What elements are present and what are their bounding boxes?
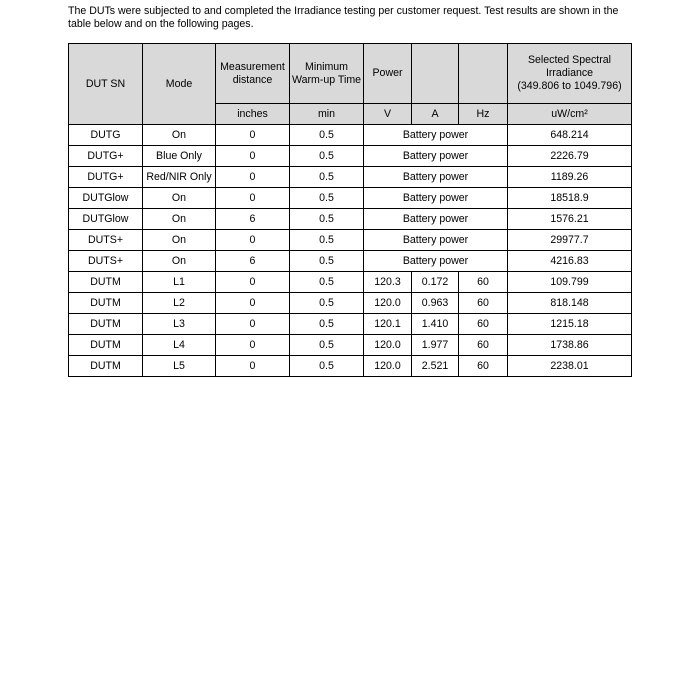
cell-irradiance: 818.148 [508, 293, 632, 314]
cell-distance: 0 [216, 167, 290, 188]
cell-mode: L3 [143, 314, 216, 335]
header-power: Power [364, 44, 412, 104]
cell-mode: On [143, 209, 216, 230]
header-dut-sn: DUT SN [69, 44, 143, 125]
cell-sn: DUTG [69, 125, 143, 146]
cell-frequency: 60 [459, 335, 508, 356]
header-power-a-blank [412, 44, 459, 104]
unit-distance: inches [216, 104, 290, 125]
cell-sn: DUTM [69, 314, 143, 335]
header-irradiance [508, 44, 632, 104]
cell-warmup: 0.5 [290, 251, 364, 272]
cell-sn: DUTM [69, 272, 143, 293]
cell-irradiance: 1738.86 [508, 335, 632, 356]
cell-power: Battery power [364, 251, 508, 272]
header-warmup: Minimum Warm-up Time [290, 44, 364, 104]
table-row [69, 146, 632, 167]
cell-sn: DUTM [69, 293, 143, 314]
cell-voltage: 120.1 [364, 314, 412, 335]
cell-distance: 0 [216, 356, 290, 377]
unit-v: V [364, 104, 412, 125]
cell-mode: On [143, 251, 216, 272]
header-irradiance-line1: Selected Spectral [527, 54, 612, 66]
cell-voltage: 120.0 [364, 335, 412, 356]
table-row [69, 188, 632, 209]
cell-frequency: 60 [459, 314, 508, 335]
cell-mode: L2 [143, 293, 216, 314]
cell-sn: DUTM [69, 335, 143, 356]
cell-power: Battery power [364, 209, 508, 230]
cell-warmup: 0.5 [290, 314, 364, 335]
cell-warmup: 0.5 [290, 272, 364, 293]
cell-distance: 6 [216, 251, 290, 272]
cell-distance: 0 [216, 188, 290, 209]
header-irradiance-line3: (349.806 to 1049.796) [517, 80, 622, 92]
cell-sn: DUTGlow [69, 209, 143, 230]
table-row [69, 251, 632, 272]
cell-irradiance: 2226.79 [508, 146, 632, 167]
cell-frequency: 60 [459, 356, 508, 377]
cell-current: 0.172 [412, 272, 459, 293]
cell-voltage: 120.0 [364, 293, 412, 314]
cell-irradiance: 1215.18 [508, 314, 632, 335]
cell-warmup: 0.5 [290, 356, 364, 377]
cell-irradiance: 109.799 [508, 272, 632, 293]
cell-mode: L4 [143, 335, 216, 356]
cell-sn: DUTG+ [69, 167, 143, 188]
table-row [69, 356, 632, 377]
cell-distance: 0 [216, 335, 290, 356]
header-row [69, 44, 632, 104]
cell-power: Battery power [364, 125, 508, 146]
cell-warmup: 0.5 [290, 167, 364, 188]
cell-distance: 0 [216, 230, 290, 251]
intro-paragraph: The DUTs were subjected to and completed the Irradiance testing per customer request. Test results are shown in the table below and on the following pages. [68, 5, 619, 30]
header-irradiance-line2: Irradiance [545, 67, 594, 79]
cell-frequency: 60 [459, 293, 508, 314]
unit-irradiance: uW/cm² [508, 104, 632, 125]
cell-mode: L1 [143, 272, 216, 293]
cell-voltage: 120.0 [364, 356, 412, 377]
table-row [69, 125, 632, 146]
cell-distance: 0 [216, 293, 290, 314]
cell-current: 1.977 [412, 335, 459, 356]
header-power-hz-blank [459, 44, 508, 104]
cell-irradiance: 18518.9 [508, 188, 632, 209]
cell-distance: 0 [216, 314, 290, 335]
unit-a: A [412, 104, 459, 125]
cell-irradiance: 1189.26 [508, 167, 632, 188]
cell-sn: DUTS+ [69, 251, 143, 272]
cell-sn: DUTM [69, 356, 143, 377]
table-row [69, 167, 632, 188]
cell-irradiance: 2238.01 [508, 356, 632, 377]
cell-warmup: 0.5 [290, 146, 364, 167]
cell-current: 0.963 [412, 293, 459, 314]
cell-warmup: 0.5 [290, 230, 364, 251]
irradiance-results-table [68, 43, 632, 377]
header-distance: Measurement distance [216, 44, 290, 104]
header-mode: Mode [143, 44, 216, 125]
cell-warmup: 0.5 [290, 125, 364, 146]
cell-power: Battery power [364, 167, 508, 188]
cell-distance: 0 [216, 125, 290, 146]
cell-mode: Red/NIR Only [143, 167, 216, 188]
cell-mode: On [143, 188, 216, 209]
table-row [69, 230, 632, 251]
table-row [69, 314, 632, 335]
cell-mode: On [143, 230, 216, 251]
cell-irradiance: 1576.21 [508, 209, 632, 230]
cell-sn: DUTG+ [69, 146, 143, 167]
table-row [69, 335, 632, 356]
cell-warmup: 0.5 [290, 209, 364, 230]
cell-irradiance: 29977.7 [508, 230, 632, 251]
cell-power: Battery power [364, 146, 508, 167]
cell-distance: 0 [216, 146, 290, 167]
cell-mode: On [143, 125, 216, 146]
unit-hz: Hz [459, 104, 508, 125]
table-row [69, 209, 632, 230]
cell-distance: 0 [216, 272, 290, 293]
cell-voltage: 120.3 [364, 272, 412, 293]
cell-frequency: 60 [459, 272, 508, 293]
cell-warmup: 0.5 [290, 293, 364, 314]
cell-power: Battery power [364, 188, 508, 209]
cell-current: 2.521 [412, 356, 459, 377]
cell-sn: DUTS+ [69, 230, 143, 251]
cell-irradiance: 648.214 [508, 125, 632, 146]
cell-mode: L5 [143, 356, 216, 377]
cell-warmup: 0.5 [290, 188, 364, 209]
cell-warmup: 0.5 [290, 335, 364, 356]
cell-sn: DUTGlow [69, 188, 143, 209]
unit-warmup: min [290, 104, 364, 125]
cell-distance: 6 [216, 209, 290, 230]
cell-irradiance: 4216.83 [508, 251, 632, 272]
cell-mode: Blue Only [143, 146, 216, 167]
table-row [69, 293, 632, 314]
table-row [69, 272, 632, 293]
cell-power: Battery power [364, 230, 508, 251]
cell-current: 1.410 [412, 314, 459, 335]
